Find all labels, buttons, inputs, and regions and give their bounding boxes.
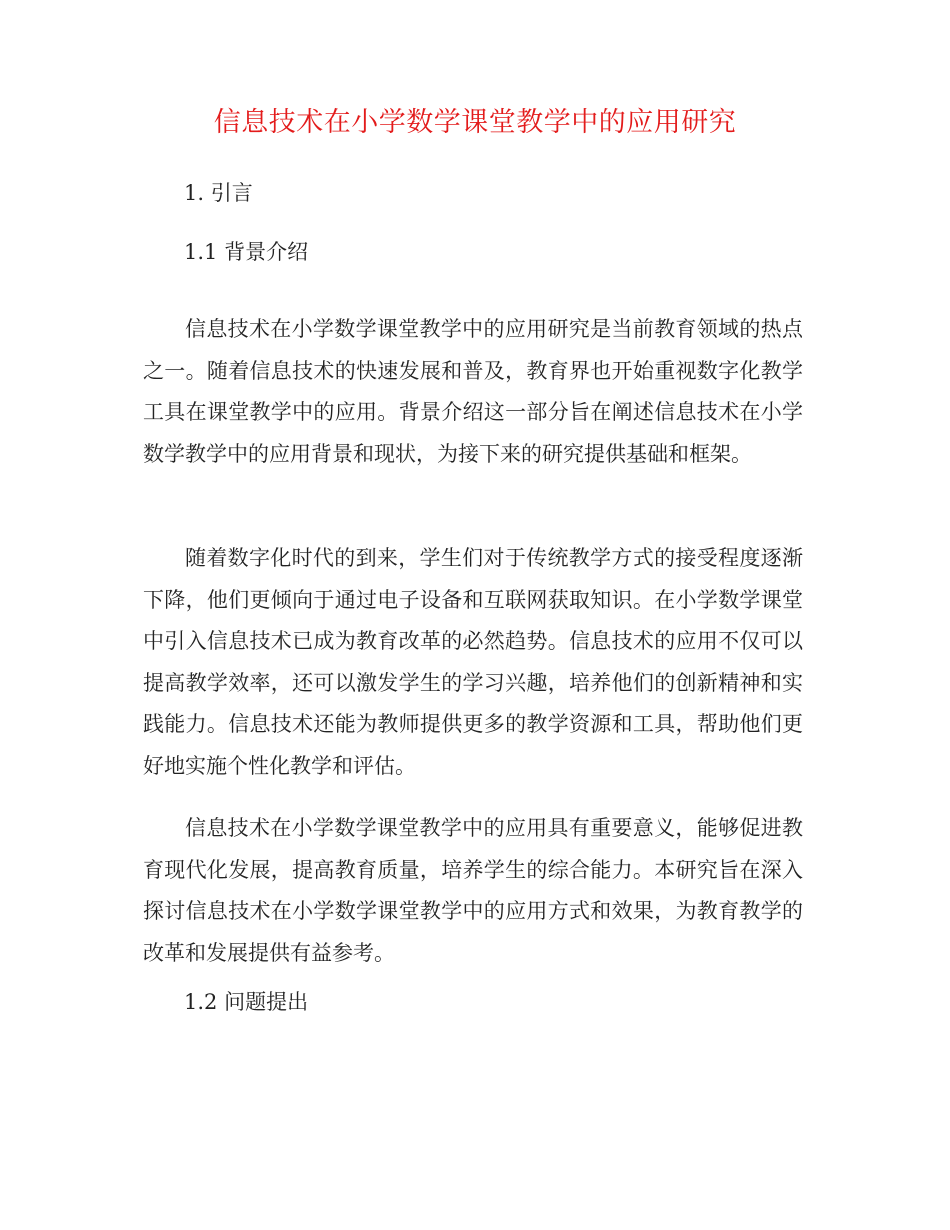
paragraph-background-3: 信息技术在小学数学课堂教学中的应用具有重要意义，能够促进教育现代化发展，提高教育质量，培养学生的综合能力。本研究旨在深入探讨信息技术在小学数学课堂教学中的应用方式和效果，为教育教学的改革和发展提供有益参考。 bbox=[143, 816, 803, 965]
paragraph-background-2: 随着数字化时代的到来，学生们对于传统教学方式的接受程度逐渐下降，他们更倾向于通过电子设备和互联网获取知识。在小学数学课堂中引入信息技术已成为教育改革的必然趋势。信息技术的应用不仅可以提高教学效率，还可以激发学生的学习兴趣，培养他们的创新精神和实践能力。信息技术还能为教师提供更多的教学资源和工具，帮助他们更好地实施个性化教学和评估。 bbox=[143, 546, 803, 778]
document-title: 信息技术在小学数学课堂教学中的应用研究 bbox=[213, 107, 737, 138]
section-heading-introduction: 1. 引言 bbox=[184, 181, 253, 205]
paragraph-background-1: 信息技术在小学数学课堂教学中的应用研究是当前教育领域的热点之一。随着信息技术的快速发展和普及，教育界也开始重视数字化教学工具在课堂教学中的应用。背景介绍这一部分旨在阐述信息技术在小学数学教学中的应用背景和现状，为接下来的研究提供基础和框架。 bbox=[143, 317, 803, 466]
subsection-heading-background: 1.1 背景介绍 bbox=[184, 240, 309, 264]
subsection-heading-problem: 1.2 问题提出 bbox=[184, 990, 309, 1014]
